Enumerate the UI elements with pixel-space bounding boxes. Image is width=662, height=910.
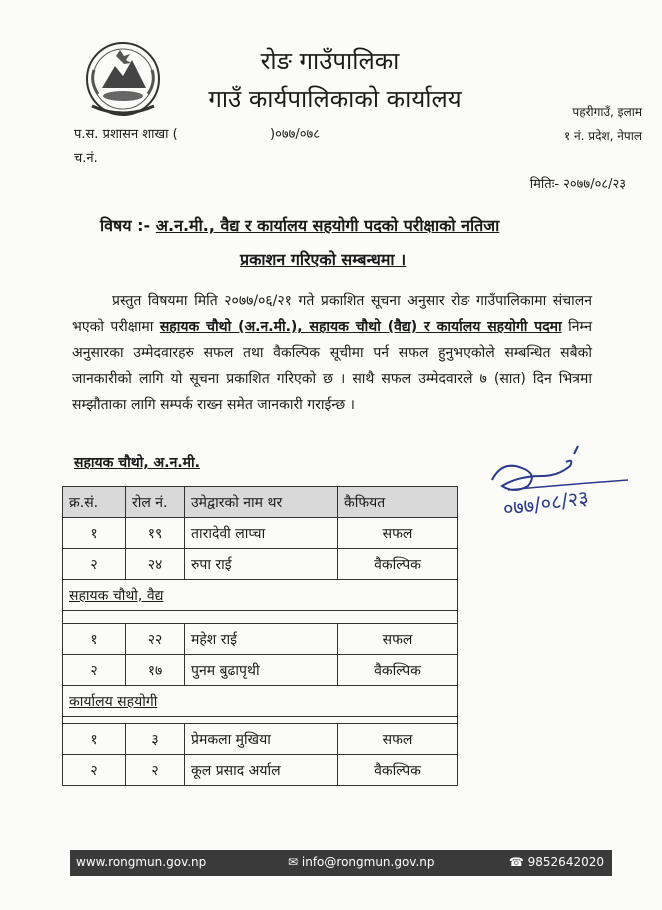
telephone-icon: ☎ — [508, 855, 524, 869]
header-roll: रोल नं. — [126, 487, 185, 518]
table-row: २ २४ रुपा राई वैकल्पिक — [63, 549, 458, 580]
group-title-row — [63, 580, 458, 611]
signature — [478, 440, 638, 530]
results-table — [62, 486, 458, 786]
address-line-2: १ नं. प्रदेश, नेपाल — [563, 129, 642, 143]
body-posts: सहायक चौथो (अ.न.मी.), सहायक चौथो (वैद्य) र कार्यालय सहयोगी पदमा — [159, 319, 562, 335]
group-title-row — [63, 686, 458, 717]
body-part-2: निम्न अनुसारका उम्मेदवारहरु सफल तथा वैकल्पिक सूचीमा पर्न सफल हुनुभएकोले सम्बन्धित सबैको जानकारीको लागि यो सूचना प्रकाशित गरिएको छ । साथै सफल उम्मेदवारले ७ (सात) दिन भित्रमा सम्झौताका लागि सम्पर्क राख्न समेत जानकारी गराईन्छ । — [72, 319, 592, 413]
office-name: गाउँ कार्यपालिकाको कार्यालय — [208, 85, 462, 113]
table-row: १ ३ प्रेमकला मुखिया सफल — [63, 724, 458, 755]
address-line-1: पहरीगाउँ, इलाम — [572, 105, 642, 119]
header-remarks: कैफियत — [338, 487, 458, 518]
letter-reference: प.स. प्रशासन शाखा ( — [74, 127, 178, 142]
footer-bar — [70, 850, 612, 876]
body-part-1: प्रस्तुत विषयमा मिति २०७७/०६/२१ गते प्रकाशित सूचना अनुसार रोङ गाउँपालिकामा संचालन भएको परीक्षामा — [72, 293, 592, 335]
header-serial: क्र.सं. — [63, 487, 126, 518]
nepal-emblem-icon — [80, 36, 166, 118]
footer-email-text: info@rongmun.gov.np — [301, 855, 435, 869]
table-row: १ २२ महेश राई सफल — [63, 624, 458, 655]
table-row: २ १७ पुनम बुढापृथी वैकल्पिक — [63, 655, 458, 686]
table-row — [63, 611, 458, 624]
subject-text: अ.न.मी., वैद्य र कार्यालय सहयोगी पदको परीक्षाको नतिजा — [155, 216, 500, 235]
table-row: २ २ कूल प्रसाद अर्याल वैकल्पिक — [63, 755, 458, 786]
chalani-number: च.नं. — [74, 151, 98, 166]
letter-date: मितिः- २०७७/०८/२३ — [529, 177, 626, 192]
group-title-office-assistant: कार्यालय सहयोगी — [63, 686, 458, 717]
table-header — [63, 487, 458, 518]
table-row — [63, 717, 458, 724]
municipality-name: रोङ गाउँपालिका — [260, 47, 400, 75]
subject-line-2: प्रकाशन गरिएको सम्बन्धमा । — [240, 250, 407, 269]
footer-email[interactable] — [288, 855, 435, 869]
footer-website[interactable]: www.rongmun.gov.np — [76, 855, 207, 869]
envelope-icon: ✉ — [288, 855, 299, 869]
fiscal-year: )०७७/०७८ — [270, 127, 321, 142]
notice-body — [72, 288, 592, 418]
section-title-anmi: सहायक चौथो, अ.न.मी. — [74, 455, 200, 471]
footer-phone-text: 9852642020 — [527, 855, 604, 869]
subject-line — [100, 214, 499, 236]
header-name: उमेद्वारको नाम थर — [185, 487, 338, 518]
signature-date: ०७७/०८/२३ — [501, 485, 591, 521]
group-title-vaidya: सहायक चौथो, वैद्य — [63, 580, 458, 611]
footer-phone[interactable] — [509, 855, 604, 869]
table-row: १ १९ तारादेवी लाप्चा सफल — [63, 518, 458, 549]
subject-label: विषय :- — [100, 216, 151, 235]
